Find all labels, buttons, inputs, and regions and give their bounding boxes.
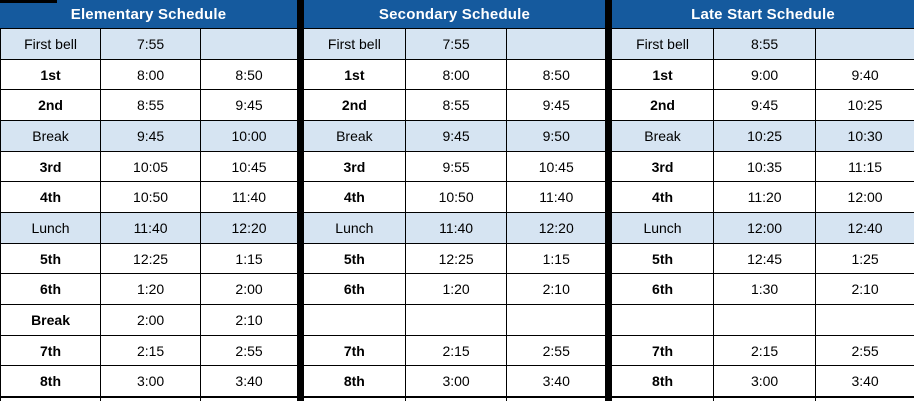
start-time-cell: 10:35 [714,152,816,182]
period-label-cell: 7th [612,336,714,366]
end-time-cell: 2:00 [235,281,263,298]
start-time-cell: 8:55 [714,29,816,59]
period-label-cell: Break [304,121,406,151]
start-time-cell: 10:25 [714,121,816,151]
table-row [612,212,914,243]
end-time-cell: 10:25 [847,97,883,114]
period-label-cell: 7th [304,336,406,366]
end-time-cell [201,29,297,59]
secondary-schedule-table [304,0,605,401]
table-row [612,304,914,335]
start-time-cell: 7:55 [406,29,508,59]
start-time-cell: 9:55 [406,152,508,182]
table-row [0,151,297,182]
table-row [0,304,297,335]
end-time-cell: 1:15 [542,250,570,267]
period-label-cell: 1st [1,60,101,90]
start-time-cell: 11:40 [406,213,508,243]
late-start-schedule-table [612,0,914,401]
period-label-cell: Lunch [304,213,406,243]
table-row [304,273,605,304]
table-row [612,365,914,396]
period-label-cell: 3rd [1,152,101,182]
table-row [0,181,297,212]
elementary-schedule-table [0,0,297,401]
start-time-cell: 8:55 [406,90,508,120]
end-time-cell: 10:00 [231,127,267,144]
cutoff-row [304,396,605,401]
start-time-cell: 3:00 [406,366,508,396]
end-time-cell: 2:55 [542,342,570,359]
table-row [0,243,297,274]
start-time-cell: 9:45 [714,90,816,120]
table-row [0,28,297,59]
period-label-cell: 1st [304,60,406,90]
start-time-cell: 1:30 [714,274,816,304]
end-time-cell: 8:50 [542,66,570,83]
table-row [612,28,914,59]
period-label-cell: 2nd [304,90,406,120]
end-time-cell: 9:45 [542,97,570,114]
start-time-cell: 8:00 [101,60,201,90]
end-time-cell: 12:00 [847,189,883,206]
period-label-cell [304,305,406,335]
cutoff-row [612,396,914,401]
end-time-cell: 12:20 [538,219,574,236]
period-label-cell: 3rd [612,152,714,182]
period-label-cell: 4th [612,182,714,212]
period-label-cell: 5th [304,244,406,274]
period-label-cell: 3rd [304,152,406,182]
end-time-cell: 11:15 [848,158,883,175]
end-time-cell: 10:45 [231,158,267,175]
start-time-cell: 2:15 [406,336,508,366]
table-row [612,181,914,212]
table-row [304,335,605,366]
period-label-cell: 4th [304,182,406,212]
start-time-cell [714,305,816,335]
start-time-cell: 8:55 [101,90,201,120]
end-time-cell: 2:55 [851,342,879,359]
table-separator [605,0,612,401]
table-row [0,335,297,366]
end-time-cell: 3:40 [851,373,879,390]
table-row [612,243,914,274]
end-time-cell: 2:10 [542,281,570,298]
start-time-cell: 3:00 [714,366,816,396]
start-time-cell: 3:00 [101,366,201,396]
start-time-cell: 10:05 [101,152,201,182]
table-row [304,59,605,90]
end-time-cell: 3:40 [235,373,263,390]
table-row [304,120,605,151]
table-row [612,59,914,90]
period-label-cell: 5th [1,244,101,274]
table-row [0,365,297,396]
period-label-cell: First bell [612,29,714,59]
table-row [0,273,297,304]
period-label-cell: First bell [1,29,101,59]
period-label-cell: 6th [304,274,406,304]
period-label-cell [612,305,714,335]
period-label-cell: Break [612,121,714,151]
table-title: Elementary Schedule [0,0,297,28]
table-row [304,151,605,182]
end-time-cell: 1:15 [235,250,263,267]
start-time-cell: 11:40 [101,213,201,243]
table-row [0,59,297,90]
table-title: Secondary Schedule [304,0,605,28]
table-row [304,181,605,212]
table-separator [297,0,304,401]
end-time-cell: 3:40 [542,373,570,390]
start-time-cell: 7:55 [101,29,201,59]
start-time-cell: 12:45 [714,244,816,274]
start-time-cell: 10:50 [101,182,201,212]
table-row [304,89,605,120]
table-row [612,89,914,120]
end-time-cell: 2:10 [235,311,263,328]
end-time-cell [507,305,605,335]
cutoff-row [0,396,297,401]
end-time-cell: 11:40 [232,189,267,206]
period-label-cell: 8th [612,366,714,396]
end-time-cell: 10:30 [847,127,883,144]
period-label-cell: 8th [304,366,406,396]
table-row [0,212,297,243]
start-time-cell: 10:50 [406,182,508,212]
table-row [304,28,605,59]
period-label-cell: 2nd [1,90,101,120]
period-label-cell: 2nd [612,90,714,120]
table-row [612,273,914,304]
end-time-cell: 9:50 [542,127,570,144]
start-time-cell: 12:25 [101,244,201,274]
start-time-cell: 12:25 [406,244,508,274]
period-label-cell: 6th [612,274,714,304]
end-time-cell: 8:50 [235,66,263,83]
start-time-cell: 9:45 [101,121,201,151]
start-time-cell: 2:00 [101,305,201,335]
end-time-cell: 12:20 [231,219,267,236]
start-time-cell: 8:00 [406,60,508,90]
start-time-cell: 9:45 [406,121,508,151]
end-time-cell: 2:55 [235,342,263,359]
start-time-cell: 11:20 [714,182,816,212]
border-artifact [0,0,57,3]
period-label-cell: Lunch [612,213,714,243]
table-row [612,151,914,182]
period-label-cell: 7th [1,336,101,366]
table-row [0,89,297,120]
start-time-cell: 2:15 [714,336,816,366]
end-time-cell: 9:40 [851,66,879,83]
table-row [304,212,605,243]
start-time-cell: 12:00 [714,213,816,243]
end-time-cell: 10:45 [538,158,574,175]
period-label-cell: First bell [304,29,406,59]
period-label-cell: 6th [1,274,101,304]
table-row [612,120,914,151]
period-label-cell: 5th [612,244,714,274]
end-time-cell: 9:45 [235,97,263,114]
period-label-cell: 8th [1,366,101,396]
period-label-cell: Break [1,305,101,335]
table-row [304,243,605,274]
start-time-cell: 2:15 [101,336,201,366]
start-time-cell: 9:00 [714,60,816,90]
table-row [304,304,605,335]
start-time-cell: 1:20 [406,274,508,304]
period-label-cell: 1st [612,60,714,90]
period-label-cell: 4th [1,182,101,212]
end-time-cell: 11:40 [539,189,574,206]
end-time-cell [507,29,605,59]
table-row [612,335,914,366]
table-row [0,120,297,151]
table-title: Late Start Schedule [612,0,914,28]
start-time-cell: 1:20 [101,274,201,304]
period-label-cell: Break [1,121,101,151]
end-time-cell: 2:10 [851,281,879,298]
end-time-cell: 12:40 [847,219,883,236]
end-time-cell [816,305,914,335]
end-time-cell: 1:25 [851,250,879,267]
end-time-cell [816,29,914,59]
period-label-cell: Lunch [1,213,101,243]
table-row [304,365,605,396]
start-time-cell [406,305,508,335]
